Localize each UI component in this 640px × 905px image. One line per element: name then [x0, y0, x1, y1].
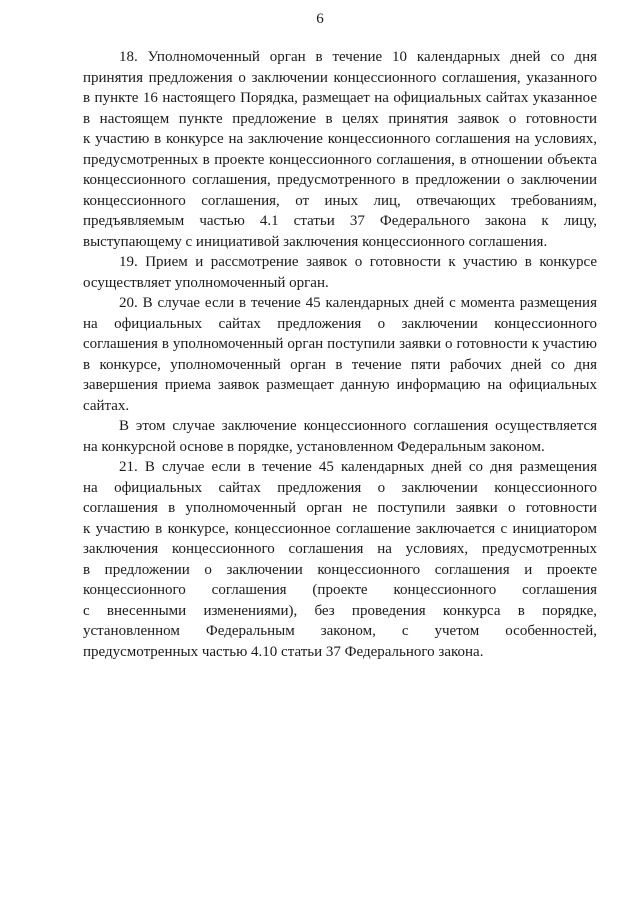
text-line: соглашения в уполномоченный орган не поступили заявки о готовности [83, 500, 597, 516]
text-line: с внесенными изменениями), без проведения конкурса в порядке, [83, 602, 597, 619]
text-line: принятия предложения о заключении концессионного соглашения, указанного [83, 69, 597, 86]
paragraph-18 [83, 47, 597, 252]
text-line: концессионного соглашения, предусмотренного в предложении о заключении [83, 172, 597, 188]
text-line: В этом случае заключение концессионного соглашения осуществляется [119, 418, 597, 434]
text-line: 21. В случае если в течение 45 календарных дней со дня размещения [119, 459, 597, 475]
paragraph-20-continuation [83, 416, 597, 457]
text-line: заключения концессионного соглашения на условиях, предусмотренных [83, 541, 597, 557]
text-line: в конкурсе, уполномоченный орган в течение пяти рабочих дней со дня [83, 356, 597, 373]
text-line: на официальных сайтах предложения о заключении концессионного [83, 479, 597, 496]
paragraph-21 [83, 457, 597, 662]
text-line: 20. В случае если в течение 45 календарных дней с момента размещения [119, 295, 597, 311]
text-line: соглашения в уполномоченный орган поступили заявки о готовности к участию [83, 336, 597, 352]
text-line: к участию в конкурсе на заключение концессионного соглашения на условиях, [83, 131, 597, 147]
paragraph-19 [83, 252, 597, 293]
text-line: выступающему с инициативой заключения концессионного соглашения. [83, 233, 548, 250]
text-line: осуществляет уполномоченный орган. [83, 274, 329, 291]
text-line: 19. Прием и рассмотрение заявок о готовности к участию в конкурсе [119, 254, 597, 270]
text-line: предусмотренных в проекте концессионного соглашения, в отношении объекта [83, 151, 597, 168]
text-line: завершения приема заявок размещает данную информацию на официальных [83, 377, 597, 393]
text-line: концессионного соглашения (проекте концессионного соглашения [83, 582, 597, 598]
text-line: предъявляемым частью 4.1 статьи 37 Федерального закона к лицу, [83, 213, 597, 229]
text-line: концессионного соглашения, от иных лиц, отвечающих требованиям, [83, 192, 597, 209]
text-line: к участию в конкурсе, концессионное соглашение заключается с инициатором [83, 520, 597, 537]
paragraph-20 [83, 293, 597, 416]
text-line: на конкурсной основе в порядке, установленном Федеральным законом. [83, 438, 545, 455]
text-line: в предложении о заключении концессионного соглашения и проекте [83, 561, 597, 578]
text-line: в пункте 16 настоящего Порядка, размещает на официальных сайтах указанное [83, 90, 597, 106]
text-line: в настоящем пункте предложение в целях принятия заявок о готовности [83, 110, 597, 127]
text-line: 18. Уполномоченный орган в течение 10 календарных дней со дня [119, 49, 597, 65]
text-line: предусмотренных частью 4.10 статьи 37 Федерального закона. [83, 643, 484, 660]
text-line: установленном Федеральным законом, с учетом особенностей, [83, 623, 597, 639]
document-body [83, 47, 597, 662]
text-line: на официальных сайтах предложения о заключении концессионного [83, 315, 597, 332]
page-number: 6 [316, 11, 324, 27]
text-line: сайтах. [83, 397, 130, 414]
